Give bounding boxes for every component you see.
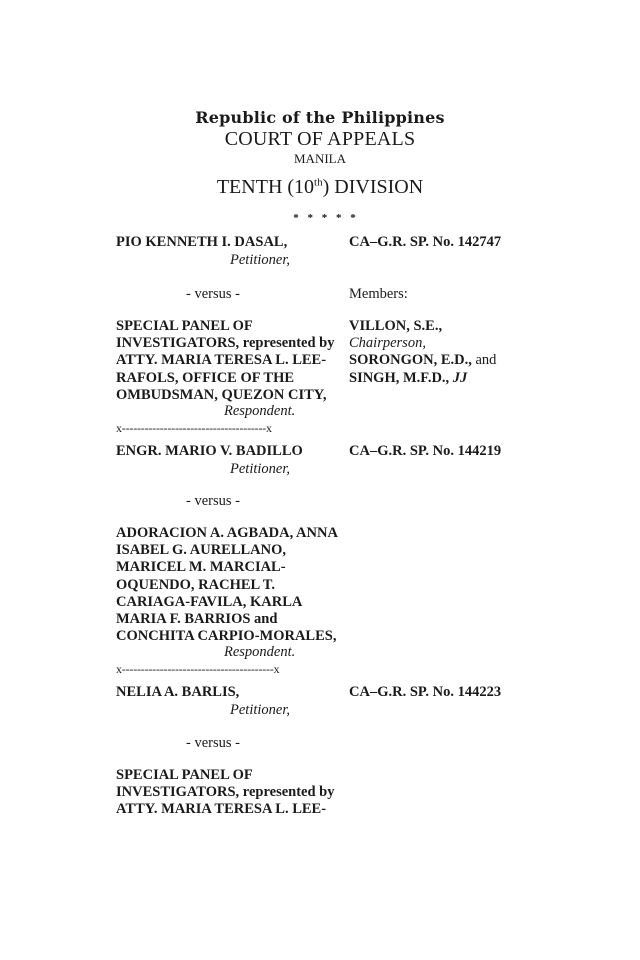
respondent-line: ATTY. MARIA TERESA L. LEE- <box>116 352 327 369</box>
member-singh: SINGH, M.F.D., <box>349 369 450 386</box>
division-prefix: TENTH (10 <box>216 176 315 198</box>
case1-respondent <box>116 318 334 404</box>
member-singh-line <box>349 370 496 387</box>
case-separator: x--------------------------------------x <box>116 421 272 435</box>
case2-respondent <box>116 525 338 645</box>
case3-petitioner: NELIA A. BARLIS, <box>116 684 240 700</box>
division-ordinal: th <box>314 176 323 189</box>
respondent-line: ATTY. MARIA TERESA L. LEE- <box>116 801 327 818</box>
case2-versus: - versus - <box>186 493 240 509</box>
republic-heading: Republic of the Philippines <box>195 108 445 127</box>
case3-versus: - versus - <box>186 735 240 751</box>
respondent-line: ISABEL G. AURELLANO, <box>116 542 287 559</box>
case2-number: CA–G.R. SP. No. 144219 <box>349 443 502 459</box>
respondent-line: ADORACION A. AGBADA, ANNA <box>116 525 338 541</box>
case2-respondent-role: Respondent. <box>224 644 296 660</box>
case2-petitioner-role: Petitioner, <box>230 461 291 477</box>
court-city: MANILA <box>294 151 346 166</box>
respondent-line: MARICEL M. MARCIAL- <box>116 559 286 576</box>
respondent-line: OQUENDO, RACHEL T. <box>116 576 275 593</box>
case3-number: CA–G.R. SP. No. 144223 <box>349 684 502 700</box>
case1-number: CA–G.R. SP. No. 142747 <box>349 234 502 250</box>
division-suffix: ) DIVISION <box>322 176 424 198</box>
court-title: COURT OF APPEALS <box>224 128 416 150</box>
member-jj: JJ <box>452 369 468 386</box>
member-and: and <box>471 352 497 369</box>
respondent-line: INVESTIGATORS, represented by <box>116 335 335 352</box>
member-chairperson: Chairperson, <box>349 335 426 352</box>
member-sorongon: SORONGON, E.D., <box>349 352 472 369</box>
case3-respondent <box>116 767 334 819</box>
case-separator: x----------------------------------------x <box>116 662 280 676</box>
respondent-line: INVESTIGATORS, represented by <box>116 784 335 801</box>
respondent-line: SPECIAL PANEL OF <box>116 318 253 334</box>
stars-divider: * * * * * <box>293 212 359 224</box>
case1-petitioner-role: Petitioner, <box>230 252 291 268</box>
division-title <box>0 176 640 199</box>
case3-petitioner-role: Petitioner, <box>230 702 291 718</box>
respondent-line: MARIA F. BARRIOS and <box>116 611 278 628</box>
member-sorongon-line <box>349 352 496 369</box>
respondent-line: RAFOLS, OFFICE OF THE <box>116 369 295 386</box>
case1-versus: - versus - <box>186 286 240 302</box>
case1-petitioner: PIO KENNETH I. DASAL, <box>116 234 288 250</box>
case1-respondent-role: Respondent. <box>224 403 296 419</box>
respondent-line: OMBUDSMAN, QUEZON CITY, <box>116 386 327 403</box>
respondent-line: SPECIAL PANEL OF <box>116 767 253 783</box>
case2-petitioner: ENGR. MARIO V. BADILLO <box>116 443 303 459</box>
respondent-line: CARIAGA-FAVILA, KARLA <box>116 593 303 610</box>
members-label: Members: <box>349 286 408 302</box>
members-panel <box>349 318 496 387</box>
respondent-line: CONCHITA CARPIO-MORALES, <box>116 628 337 645</box>
member-villon: VILLON, S.E., <box>349 318 443 334</box>
